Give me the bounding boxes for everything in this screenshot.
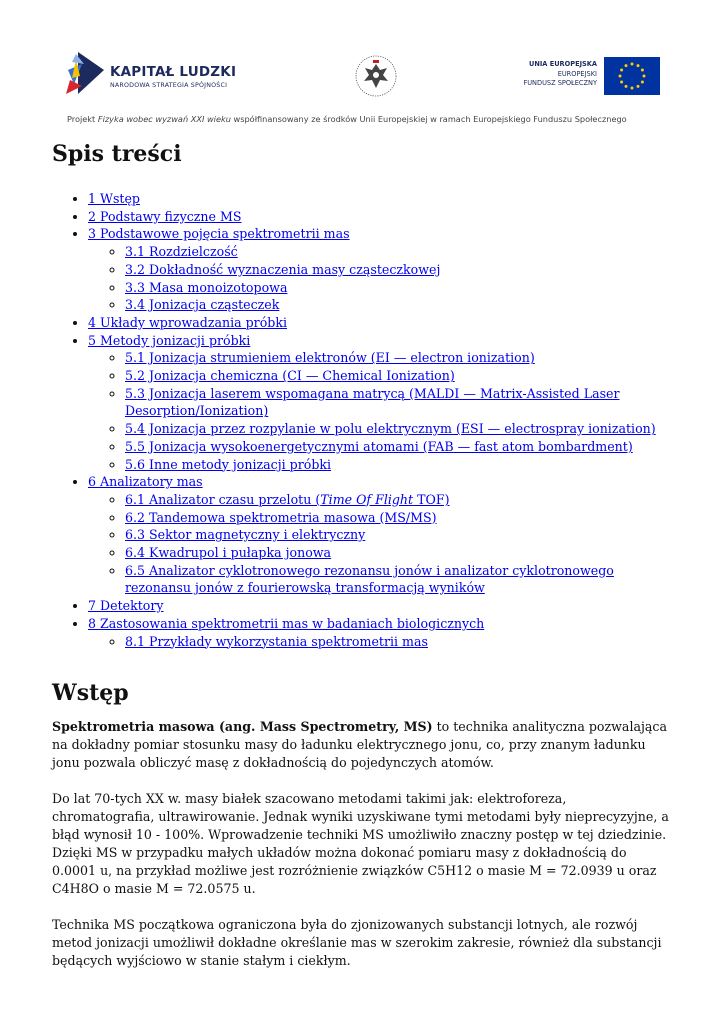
eu-union-label: UNIA EUROPEJSKA: [528, 60, 597, 68]
toc-subitem: [125, 420, 672, 438]
kapital-ludzki-emblem-icon: [64, 50, 108, 98]
eu-fund-label-1: EUROPEJSKI: [557, 69, 597, 78]
toc-subitem: [125, 438, 672, 456]
toc-subitem: [125, 243, 672, 261]
toc-link-6-1[interactable]: 6.1 Analizator czasu przelotu (Time Of Flight TOF): [125, 491, 450, 507]
toc-subitem: [125, 526, 672, 544]
toc-link-3-2[interactable]: 3.2 Dokładność wyznaczenia masy cząsteczkowej: [125, 261, 441, 277]
toc-link-6-2[interactable]: 6.2 Tandemowa spektrometria masowa (MS/MS): [125, 509, 437, 525]
toc-link-4[interactable]: 4 Układy wprowadzania próbki: [88, 314, 288, 330]
toc-link-3-1[interactable]: 3.1 Rozdzielczość: [125, 244, 238, 260]
toc-link-6-5[interactable]: 6.5 Analizator cyklotronowego rezonansu jonów i analizator cyklotronowego rezonansu jonów z fourierowską transformacją wyników: [125, 562, 614, 596]
toc-subitem: [125, 279, 672, 297]
toc-subitem: [125, 633, 672, 651]
toc-item: [88, 332, 672, 474]
eu-fund-label-2: FUNDUSZ SPOŁECZNY: [523, 79, 597, 87]
toc-subitem: [125, 491, 672, 509]
toc-subitem: [125, 385, 672, 420]
toc-link-5[interactable]: 5 Metody jonizacji próbki: [88, 332, 251, 348]
toc-subitem: [125, 296, 672, 314]
toc-subitem: [125, 349, 672, 367]
toc-link-3[interactable]: 3 Podstawowe pojęcia spektrometrii mas: [88, 226, 350, 242]
eu-flag-icon: [604, 57, 660, 95]
toc-subitem: [125, 261, 672, 279]
toc-subitem: [125, 509, 672, 527]
toc-link-6-4[interactable]: 6.4 Kwadrupol i pułapka jonowa: [125, 545, 332, 561]
university-seal-icon: [354, 54, 398, 98]
toc-link-6-3[interactable]: 6.3 Sektor magnetyczny i elektryczny: [125, 527, 366, 543]
project-funding-line: Projekt Fizyka wobec wyzwań XXI wieku współfinansowany ze środków Unii Europejskiej w ramach Europejskiego Funduszu Społecznego: [67, 114, 627, 124]
toc-link-6[interactable]: 6 Analizatory mas: [88, 474, 203, 490]
toc-item: [88, 597, 672, 615]
project-name: Fizyka wobec wyzwań XXI wieku: [97, 114, 231, 124]
toc-link-8-1[interactable]: 8.1 Przykłady wykorzystania spektrometrii mas: [125, 633, 428, 649]
toc-subitem: [125, 367, 672, 385]
page-header: [0, 0, 725, 132]
table-of-contents: [52, 190, 672, 650]
toc-subitem: [125, 562, 672, 597]
toc-item: [88, 615, 672, 650]
toc-link-8[interactable]: 8 Zastosowania spektrometrii mas w badaniach biologicznych: [88, 615, 485, 631]
toc-subitem: [125, 456, 672, 474]
toc-item: [88, 190, 672, 208]
toc-link-5-5[interactable]: 5.5 Jonizacja wysokoenergetycznymi atomami (FAB — fast atom bombardment): [125, 438, 633, 454]
toc-link-7[interactable]: 7 Detektory: [88, 598, 164, 614]
toc-link-5-6[interactable]: 5.6 Inne metody jonizacji próbki: [125, 456, 332, 472]
kapital-ludzki-subtitle: NARODOWA STRATEGIA SPÓJNOŚCI: [110, 82, 228, 89]
toc-subitem: [125, 544, 672, 562]
toc-item: [88, 225, 672, 314]
paragraph-1: Spektrometria masowa (ang. Mass Spectrometry, MS) to technika analityczna pozwalająca na dokładny pomiar stosunku masy do ładunku elektrycznego jonu, co, przy znanym ładunku jonu pozwala obliczyć masę z dokładnością do pojedynczych atomów.: [52, 719, 667, 770]
section-title: Wstęp: [52, 680, 129, 706]
toc-link-5-3[interactable]: 5.3 Jonizacja laserem wspomagana matrycą (MALDI — Matrix-Assisted Laser Desorption/Ionization): [125, 385, 620, 419]
toc-item: [88, 473, 672, 597]
toc-link-5-1[interactable]: 5.1 Jonizacja strumieniem elektronów (EI — electron ionization): [125, 350, 535, 366]
toc-link-2[interactable]: 2 Podstawy fizyczne MS: [88, 208, 242, 224]
paragraph-1-lead: Spektrometria masowa (ang. Mass Spectrometry, MS): [52, 719, 433, 734]
toc-link-5-4[interactable]: 5.4 Jonizacja przez rozpylanie w polu elektrycznym (ESI — electrospray ionization): [125, 421, 656, 437]
kapital-ludzki-logo: [64, 50, 244, 98]
toc-item: [88, 208, 672, 226]
toc-link-1[interactable]: 1 Wstęp: [88, 191, 140, 206]
kapital-ludzki-title: KAPITAŁ LUDZKI: [110, 64, 237, 80]
toc-title: Spis treści: [52, 141, 182, 167]
toc-link-3-4[interactable]: 3.4 Jonizacja cząsteczek: [125, 297, 280, 313]
toc-link-3-3[interactable]: 3.3 Masa monoizotopowa: [125, 279, 288, 295]
toc-link-5-2[interactable]: 5.2 Jonizacja chemiczna (CI — Chemical Ionization): [125, 368, 455, 384]
section-body: [52, 718, 672, 988]
paragraph-3: Technika MS początkowa ograniczona była do zjonizowanych substancji lotnych, ale rozwój metod jonizacji umożliwił dokładne określanie mas w szerokim zakresie, również dla substancji będących wyjściowo w stanie stałym i ciekłym.: [52, 917, 662, 968]
paragraph-2: Do lat 70-tych XX w. masy białek szacowano metodami takimi jak: elektroforeza, chromatografia, ultrawirowanie. Jednak wyniki uzyskiwane tymi metodami były nieprecyzyjne, a błąd wynosił 10 - 100%. Wprowadzenie techniki MS umożliwiło znaczny postęp w tej dziedzinie. Dzięki MS w przypadku małych układów można dokonać pomiaru masy z dokładnością do 0.0001 u, na przykład możliwe jest rozróżnienie związków C5H12 o masie M = 72.0939 u oraz C4H8O o masie M = 72.0575 u.: [52, 791, 669, 896]
toc-item: [88, 314, 672, 332]
